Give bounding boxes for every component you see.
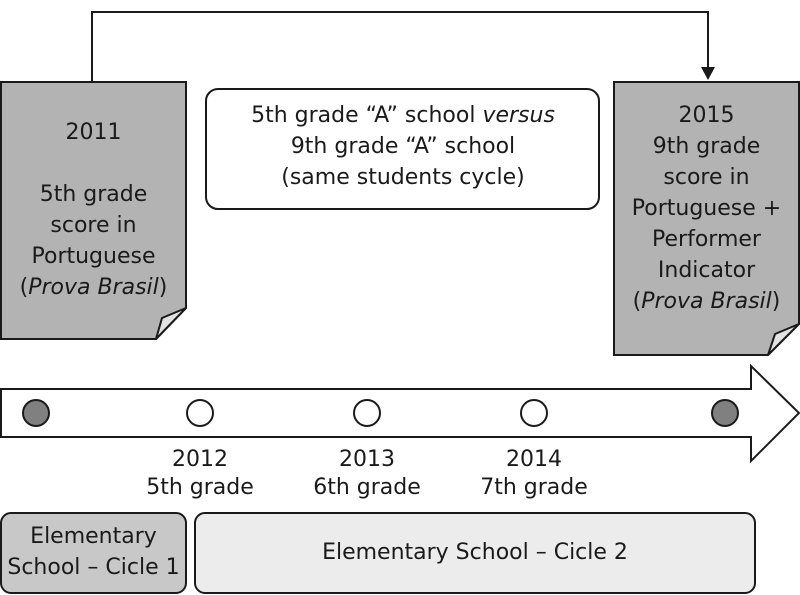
timeline-label-2012 xyxy=(125,446,275,502)
label-year: 2014 xyxy=(506,447,562,472)
end-document-text xyxy=(614,100,799,317)
timeline-label-2013 xyxy=(292,446,442,502)
end-line-3: Portuguese + xyxy=(631,196,782,221)
end-line-5: Indicator xyxy=(657,258,756,283)
start-line-3: Portuguese xyxy=(31,244,156,269)
connector-line xyxy=(92,12,708,82)
timeline-dot-empty xyxy=(187,400,213,426)
end-source: (Prova Brasil) xyxy=(632,289,781,314)
label-grade: 7th grade xyxy=(480,475,588,500)
timeline-label-2014 xyxy=(459,446,609,502)
label-grade: 6th grade xyxy=(313,475,421,500)
label-year: 2013 xyxy=(339,447,395,472)
cicle2-text xyxy=(195,537,755,568)
label-grade: 5th grade xyxy=(146,475,254,500)
timeline-dot-filled xyxy=(23,400,49,426)
center-line-2: 9th grade “A” school xyxy=(290,134,516,159)
cicle2-label: Elementary School – Cicle 2 xyxy=(322,540,628,565)
cicle1-text xyxy=(1,521,186,583)
end-year: 2015 xyxy=(678,103,735,128)
timeline-dot-filled xyxy=(712,400,738,426)
center-line-1: 5th grade “A” school versus xyxy=(251,103,555,128)
end-line-4: Performer xyxy=(652,227,761,252)
timeline-dot-empty xyxy=(521,400,547,426)
label-year: 2012 xyxy=(172,447,228,472)
start-document-text xyxy=(1,117,186,303)
end-line-1: 9th grade xyxy=(652,134,761,159)
start-year: 2011 xyxy=(65,120,122,145)
connector-arrowhead xyxy=(701,67,715,80)
center-line-3: (same students cycle) xyxy=(281,165,525,190)
start-source: (Prova Brasil) xyxy=(19,275,168,300)
cicle1-line-1: Elementary xyxy=(30,524,157,549)
timeline-dot-empty xyxy=(354,400,380,426)
start-line-1: 5th grade xyxy=(39,182,148,207)
start-line-2: score in xyxy=(50,213,137,238)
cicle1-line-2: School – Cicle 1 xyxy=(7,555,180,580)
center-comparison-text xyxy=(207,100,599,193)
end-line-2: score in xyxy=(663,165,750,190)
